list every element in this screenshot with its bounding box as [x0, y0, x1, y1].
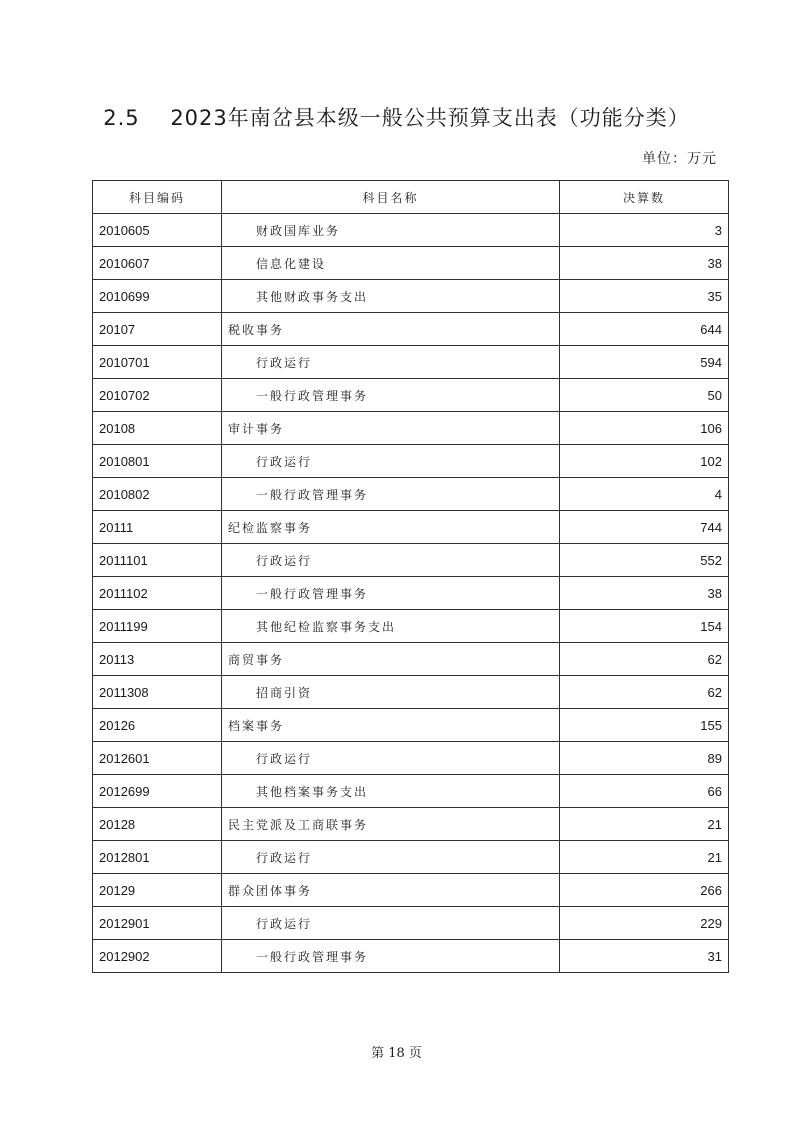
cell-name: 群众团体事务: [222, 874, 560, 907]
cell-code: 20111: [93, 511, 222, 544]
cell-code: 20107: [93, 313, 222, 346]
cell-name: 一般行政管理事务: [222, 478, 560, 511]
cell-name: 行政运行: [222, 544, 560, 577]
cell-name: 行政运行: [222, 346, 560, 379]
table-row: [93, 346, 729, 379]
cell-name: 财政国库业务: [222, 214, 560, 247]
cell-amount: 155: [560, 709, 729, 742]
cell-amount: 31: [560, 940, 729, 973]
cell-amount: 552: [560, 544, 729, 577]
cell-code: 2010607: [93, 247, 222, 280]
table-row: [93, 478, 729, 511]
cell-code: 20129: [93, 874, 222, 907]
cell-amount: 154: [560, 610, 729, 643]
cell-name: 审计事务: [222, 412, 560, 445]
page-title: 2.5 2023年南岔县本级一般公共预算支出表（功能分类）: [103, 106, 690, 130]
cell-amount: 62: [560, 643, 729, 676]
table-row: [93, 280, 729, 313]
cell-amount: 50: [560, 379, 729, 412]
table-body: [93, 214, 729, 973]
cell-amount: 3: [560, 214, 729, 247]
table-row: [93, 841, 729, 874]
budget-table: [92, 180, 729, 973]
cell-code: 2010802: [93, 478, 222, 511]
cell-code: 2011199: [93, 610, 222, 643]
cell-name: 行政运行: [222, 445, 560, 478]
table-row: [93, 379, 729, 412]
cell-name: 行政运行: [222, 742, 560, 775]
cell-name: 其他财政事务支出: [222, 280, 560, 313]
table-row: [93, 313, 729, 346]
cell-code: 2012699: [93, 775, 222, 808]
cell-code: 2012902: [93, 940, 222, 973]
cell-code: 2010801: [93, 445, 222, 478]
cell-amount: 66: [560, 775, 729, 808]
cell-code: 2011308: [93, 676, 222, 709]
table-row: [93, 445, 729, 478]
cell-name: 一般行政管理事务: [222, 379, 560, 412]
cell-name: 一般行政管理事务: [222, 577, 560, 610]
table-row: [93, 511, 729, 544]
cell-code: 2010699: [93, 280, 222, 313]
cell-code: 2012901: [93, 907, 222, 940]
cell-name: 行政运行: [222, 907, 560, 940]
table-row: [93, 247, 729, 280]
table-row: [93, 874, 729, 907]
table-row: [93, 643, 729, 676]
cell-amount: 38: [560, 577, 729, 610]
cell-code: 2012601: [93, 742, 222, 775]
cell-name: 纪检监察事务: [222, 511, 560, 544]
table-row: [93, 742, 729, 775]
table-row: [93, 412, 729, 445]
table-row: [93, 214, 729, 247]
cell-amount: 35: [560, 280, 729, 313]
page-number: 第 18 页: [371, 1046, 422, 1061]
cell-amount: 106: [560, 412, 729, 445]
table-row: [93, 775, 729, 808]
cell-amount: 594: [560, 346, 729, 379]
table-row: [93, 940, 729, 973]
table-row: [93, 709, 729, 742]
cell-code: 20128: [93, 808, 222, 841]
cell-code: 2010701: [93, 346, 222, 379]
cell-name: 其他纪检监察事务支出: [222, 610, 560, 643]
cell-name: 税收事务: [222, 313, 560, 346]
cell-code: 20126: [93, 709, 222, 742]
header-code: 科目编码: [93, 181, 222, 214]
table-row: [93, 544, 729, 577]
table-row: [93, 907, 729, 940]
table-header-row: [93, 181, 729, 214]
cell-name: 民主党派及工商联事务: [222, 808, 560, 841]
cell-amount: 21: [560, 841, 729, 874]
cell-code: 2011101: [93, 544, 222, 577]
cell-amount: 229: [560, 907, 729, 940]
cell-name: 其他档案事务支出: [222, 775, 560, 808]
cell-amount: 38: [560, 247, 729, 280]
cell-amount: 89: [560, 742, 729, 775]
cell-amount: 62: [560, 676, 729, 709]
header-amount: 决算数: [560, 181, 729, 214]
cell-code: 20108: [93, 412, 222, 445]
cell-amount: 102: [560, 445, 729, 478]
table-row: [93, 808, 729, 841]
cell-name: 招商引资: [222, 676, 560, 709]
cell-code: 20113: [93, 643, 222, 676]
cell-amount: 21: [560, 808, 729, 841]
cell-amount: 644: [560, 313, 729, 346]
cell-name: 行政运行: [222, 841, 560, 874]
unit-label: 单位：万元: [642, 151, 717, 167]
cell-amount: 4: [560, 478, 729, 511]
table-row: [93, 610, 729, 643]
cell-name: 信息化建设: [222, 247, 560, 280]
table-row: [93, 577, 729, 610]
cell-code: 2010605: [93, 214, 222, 247]
cell-amount: 266: [560, 874, 729, 907]
cell-name: 商贸事务: [222, 643, 560, 676]
cell-code: 2010702: [93, 379, 222, 412]
cell-code: 2012801: [93, 841, 222, 874]
table-row: [93, 676, 729, 709]
cell-code: 2011102: [93, 577, 222, 610]
header-name: 科目名称: [222, 181, 560, 214]
cell-amount: 744: [560, 511, 729, 544]
cell-name: 档案事务: [222, 709, 560, 742]
cell-name: 一般行政管理事务: [222, 940, 560, 973]
